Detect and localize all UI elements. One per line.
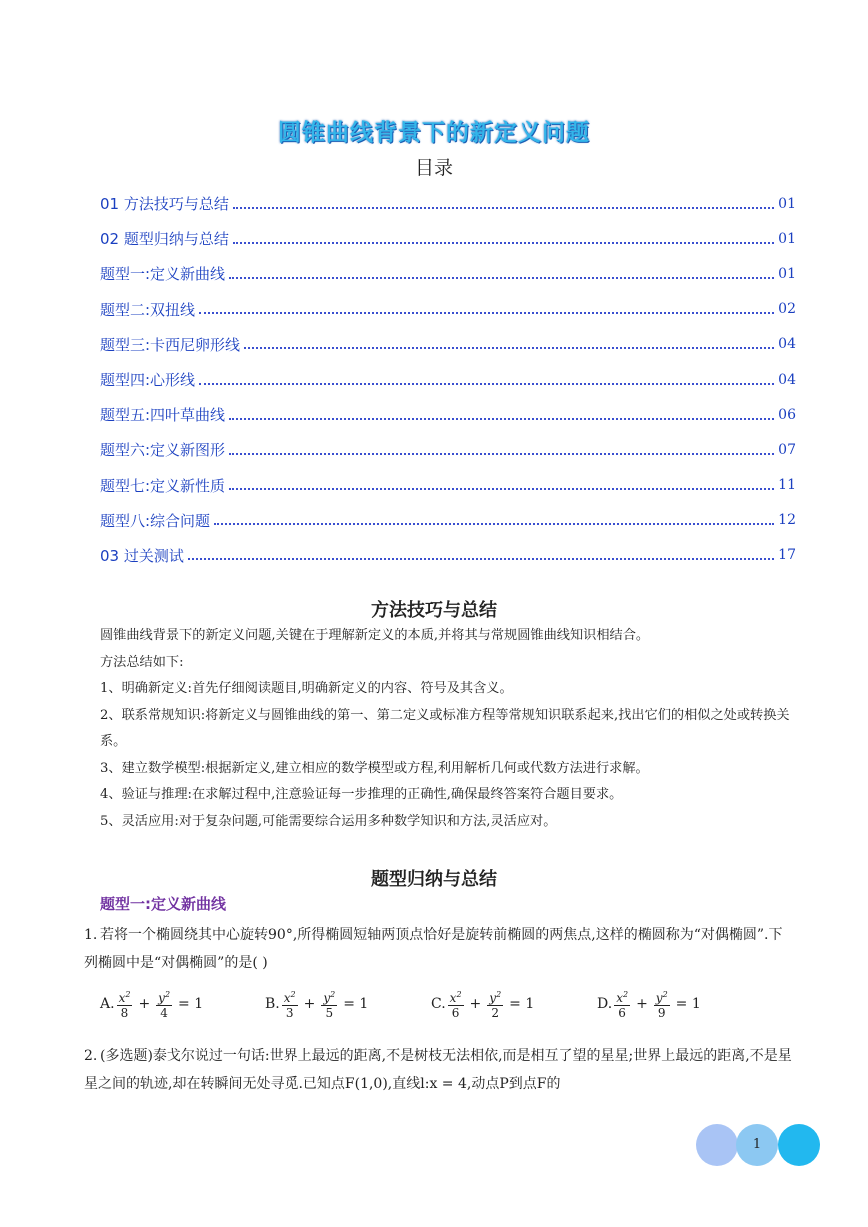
toc-item-page: 06 bbox=[778, 406, 796, 423]
toc-item[interactable] bbox=[100, 468, 796, 503]
methods-body bbox=[100, 623, 800, 835]
methods-point: 2、联系常规知识:将新定义与圆锥曲线的第一、第二定义或标准方程等常规知识联系起来,找出它们的相似之处或转换关系。 bbox=[100, 707, 790, 749]
methods-point: 1、明确新定义:首先仔细阅读题目,明确新定义的内容、符号及其含义。 bbox=[100, 681, 513, 696]
toc-leader-dots bbox=[214, 523, 774, 525]
toc-leader-dots bbox=[229, 488, 774, 490]
methods-point: 4、验证与推理:在求解过程中,注意验证每一步推理的正确性,确保最终答案符合题目要求。 bbox=[100, 787, 623, 802]
exponent: 2 bbox=[622, 990, 629, 999]
toc-leader-dots bbox=[229, 418, 774, 420]
plus-sign: + bbox=[303, 996, 316, 1012]
toc-item-page: 01 bbox=[778, 265, 796, 282]
toc-item-label: 题型一:定义新曲线 bbox=[100, 265, 226, 284]
toc-leader-dots bbox=[229, 453, 774, 455]
y-var: y bbox=[158, 991, 165, 1005]
toc-item-page: 11 bbox=[778, 477, 796, 494]
equals-one: = 1 bbox=[343, 996, 369, 1012]
x-var: x bbox=[616, 991, 623, 1005]
plus-sign: + bbox=[636, 996, 648, 1012]
option-letter: A. bbox=[100, 996, 115, 1012]
toc-item[interactable] bbox=[100, 186, 796, 221]
option-b[interactable] bbox=[265, 988, 372, 1020]
toc-item-label: 题型七:定义新性质 bbox=[100, 476, 226, 495]
decor-circle bbox=[696, 1124, 738, 1166]
fraction-x bbox=[614, 988, 630, 1020]
toc-item-label: 01 方法技巧与总结 bbox=[100, 195, 229, 214]
toc-leader-dots bbox=[199, 383, 774, 385]
y-var: y bbox=[655, 991, 663, 1005]
toc-item-page: 12 bbox=[778, 512, 796, 529]
fraction-y bbox=[156, 988, 172, 1020]
toc-item-page: 02 bbox=[778, 301, 796, 318]
y-var: y bbox=[489, 991, 497, 1005]
x-var: x bbox=[283, 991, 291, 1005]
methods-point: 3、建立数学模型:根据新定义,建立相应的数学模型或方程,利用解析几何或代数方法进行求解。 bbox=[100, 760, 649, 776]
decor-circle bbox=[778, 1124, 820, 1166]
toc-item-label: 题型八:综合问题 bbox=[100, 511, 211, 530]
exponent: 2 bbox=[125, 990, 131, 999]
methods-heading: 方法技巧与总结 bbox=[371, 600, 497, 621]
types-heading: 题型归纳与总结 bbox=[371, 869, 497, 890]
exponent: 2 bbox=[662, 990, 668, 999]
x-var: x bbox=[449, 991, 457, 1005]
option-letter: B. bbox=[265, 996, 280, 1012]
toc-item[interactable] bbox=[100, 397, 796, 432]
toc-item-label: 题型六:定义新图形 bbox=[100, 441, 226, 460]
fraction-x bbox=[117, 988, 133, 1020]
toc-item-page: 04 bbox=[778, 336, 796, 353]
option-c[interactable] bbox=[431, 988, 538, 1020]
plus-sign: + bbox=[138, 996, 151, 1012]
document-title: 圆锥曲线背景下的新定义问题 bbox=[278, 120, 590, 146]
exponent: 2 bbox=[330, 990, 336, 999]
fraction-y bbox=[487, 988, 503, 1020]
question-number: 1. bbox=[84, 927, 98, 943]
option-a[interactable] bbox=[100, 988, 207, 1020]
exponent: 2 bbox=[290, 990, 296, 999]
page-number-badge bbox=[696, 1124, 826, 1168]
toc-item-page: 07 bbox=[778, 441, 796, 458]
toc-item[interactable] bbox=[100, 503, 796, 538]
denominator: 6 bbox=[451, 1006, 460, 1020]
toc-item-page: 17 bbox=[778, 547, 796, 564]
exponent: 2 bbox=[496, 990, 502, 999]
toc-item[interactable] bbox=[100, 256, 796, 291]
question-number: 2. bbox=[84, 1048, 98, 1064]
toc-leader-dots bbox=[244, 347, 774, 349]
denominator: 3 bbox=[285, 1006, 294, 1020]
toc-item[interactable] bbox=[100, 221, 796, 256]
denominator: 6 bbox=[618, 1006, 626, 1020]
methods-summary-label: 方法总结如下: bbox=[100, 654, 184, 670]
plus-sign: + bbox=[469, 996, 482, 1012]
exponent: 2 bbox=[164, 990, 171, 999]
toc-item-page: 01 bbox=[778, 230, 796, 247]
toc-item-page: 01 bbox=[778, 195, 796, 212]
toc-leader-dots bbox=[188, 558, 774, 560]
toc-item[interactable] bbox=[100, 362, 796, 397]
toc-item[interactable] bbox=[100, 432, 796, 467]
fraction-x bbox=[448, 988, 464, 1020]
question-text: (多选题)泰戈尔说过一句话:世界上最远的距离,不是树枝无法相依,而是相互了望的星星;世界上最远的距离,不是星星之间的轨迹,却在转瞬间无处寻觅.已知点F(1,0),直线l:x = 4,动点P到点F的 bbox=[84, 1048, 792, 1092]
equals-one: = 1 bbox=[509, 996, 535, 1012]
denominator: 5 bbox=[325, 1006, 334, 1020]
x-var: x bbox=[118, 991, 126, 1005]
methods-intro: 圆锥曲线背景下的新定义问题,关键在于理解新定义的本质,并将其与常规圆锥曲线知识相结合。 bbox=[100, 628, 650, 643]
equals-one: = 1 bbox=[675, 996, 701, 1012]
toc-item-label: 03 过关测试 bbox=[100, 546, 184, 565]
option-letter: C. bbox=[431, 996, 446, 1012]
toc-leader-dots bbox=[233, 207, 774, 209]
methods-point: 5、灵活应用:对于复杂问题,可能需要综合运用多种数学知识和方法,灵活应对。 bbox=[100, 813, 557, 829]
question-2 bbox=[84, 1042, 796, 1098]
toc-leader-dots bbox=[229, 277, 774, 279]
fraction-y bbox=[321, 988, 337, 1020]
toc-item-page: 04 bbox=[778, 371, 796, 388]
page-number: 1 bbox=[752, 1137, 762, 1152]
option-letter: D. bbox=[597, 996, 613, 1012]
toc-item[interactable] bbox=[100, 327, 796, 362]
y-var: y bbox=[323, 991, 331, 1005]
toc-leader-dots bbox=[233, 242, 774, 244]
equals-one: = 1 bbox=[178, 996, 204, 1012]
option-d[interactable] bbox=[597, 988, 705, 1020]
toc-leader-dots bbox=[199, 312, 774, 314]
toc-item-label: 02 题型归纳与总结 bbox=[100, 230, 229, 249]
toc-item[interactable] bbox=[100, 292, 796, 327]
denominator: 4 bbox=[160, 1006, 168, 1020]
toc-item[interactable] bbox=[100, 538, 796, 573]
question-text: 若将一个椭圆绕其中心旋转90°,所得椭圆短轴两顶点恰好是旋转前椭圆的两焦点,这样的椭圆称为“对偶椭圆”.下列椭圆中是“对偶椭圆”的是( ) bbox=[84, 927, 783, 971]
toc-item-label: 题型二:双扭线 bbox=[100, 300, 196, 319]
exponent: 2 bbox=[456, 990, 462, 999]
table-of-contents bbox=[100, 186, 796, 573]
denominator: 2 bbox=[491, 1006, 500, 1020]
fraction-x bbox=[282, 988, 298, 1020]
denominator: 8 bbox=[120, 1006, 129, 1020]
type1-heading: 题型一:定义新曲线 bbox=[100, 895, 226, 913]
question-1 bbox=[84, 921, 796, 977]
denominator: 9 bbox=[657, 1006, 666, 1020]
question-1-options bbox=[100, 988, 800, 1028]
toc-item-label: 题型三:卡西尼卵形线 bbox=[100, 335, 241, 354]
toc-item-label: 题型四:心形线 bbox=[100, 371, 196, 390]
toc-item-label: 题型五:四叶草曲线 bbox=[100, 406, 226, 425]
fraction-y bbox=[654, 988, 670, 1020]
toc-heading: 目录 bbox=[414, 157, 453, 179]
